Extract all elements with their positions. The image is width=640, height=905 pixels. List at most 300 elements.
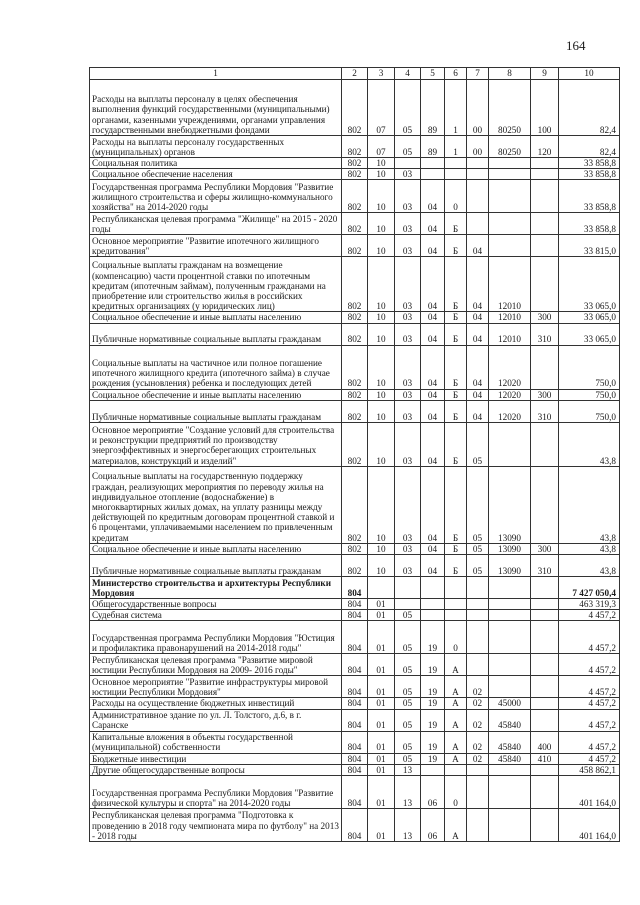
code-cell: 802	[342, 555, 368, 577]
code-cell: 45840	[489, 731, 531, 753]
code-cell	[467, 169, 489, 180]
code-cell: 802	[342, 169, 368, 180]
amount-cell: 82,4	[559, 80, 620, 136]
code-cell: 04	[421, 555, 445, 577]
code-cell	[531, 654, 559, 676]
amount-cell: 401 164,0	[559, 776, 620, 809]
code-cell: 19	[421, 621, 445, 654]
code-cell	[531, 422, 559, 466]
code-cell: 802	[342, 180, 368, 213]
code-cell: 03	[395, 235, 421, 257]
code-cell: 07	[368, 80, 395, 136]
code-cell: 802	[342, 257, 368, 312]
row-name-cell: Государственная программа Республики Мордовия "Развитие жилищного строительства и сферы жилищно-коммунального хозяйства" на 2014-2020 годы	[90, 180, 342, 213]
code-cell: 804	[342, 764, 368, 775]
code-cell: 04	[421, 345, 445, 389]
code-cell: 12020	[489, 345, 531, 389]
amount-cell: 43,8	[559, 466, 620, 543]
code-cell	[467, 654, 489, 676]
amount-cell: 4 457,2	[559, 731, 620, 753]
code-cell: 10	[368, 466, 395, 543]
code-cell: 19	[421, 676, 445, 698]
code-cell: 05	[395, 676, 421, 698]
code-cell: 400	[531, 731, 559, 753]
code-cell: 04	[467, 323, 489, 345]
code-cell: Б	[445, 257, 467, 312]
table-row	[90, 257, 620, 312]
code-cell: 01	[368, 764, 395, 775]
amount-cell: 463 319,3	[559, 599, 620, 610]
code-cell: 804	[342, 610, 368, 621]
code-cell: 802	[342, 345, 368, 389]
code-cell	[531, 776, 559, 809]
amount-cell: 4 457,2	[559, 753, 620, 764]
code-cell: 804	[342, 709, 368, 731]
code-cell	[531, 709, 559, 731]
code-cell: 01	[368, 621, 395, 654]
code-cell: 05	[467, 422, 489, 466]
code-cell: 310	[531, 400, 559, 422]
row-name-cell: Расходы на выплаты персоналу государственных (муниципальных) органов	[90, 136, 342, 158]
table-row	[90, 543, 620, 554]
amount-cell: 750,0	[559, 389, 620, 400]
code-cell: 45840	[489, 709, 531, 731]
code-cell	[489, 676, 531, 698]
code-cell: Б	[445, 323, 467, 345]
row-name-cell: Социальные выплаты на частичное или полное погашение ипотечного жилищного кредита (ипотечного займа) в случае рождения (усыновления) ребенка и последующих детей	[90, 345, 342, 389]
amount-cell: 750,0	[559, 400, 620, 422]
code-cell: Б	[445, 555, 467, 577]
code-cell: 04	[421, 400, 445, 422]
code-cell: 03	[395, 345, 421, 389]
code-cell: 03	[395, 422, 421, 466]
code-cell: 45840	[489, 753, 531, 764]
code-cell: 10	[368, 555, 395, 577]
code-cell: 03	[395, 466, 421, 543]
code-cell: 01	[368, 654, 395, 676]
amount-cell: 7 427 050,4	[559, 577, 620, 599]
code-cell: 05	[395, 654, 421, 676]
amount-cell: 33 858,8	[559, 180, 620, 213]
code-cell: 04	[467, 389, 489, 400]
code-cell: Б	[445, 389, 467, 400]
amount-cell: 33 065,0	[559, 257, 620, 312]
code-cell: Б	[445, 466, 467, 543]
header-cell: 7	[467, 68, 489, 80]
code-cell: 804	[342, 654, 368, 676]
code-cell	[531, 676, 559, 698]
code-cell: 802	[342, 422, 368, 466]
code-cell	[467, 158, 489, 169]
amount-cell: 33 065,0	[559, 323, 620, 345]
table-row	[90, 676, 620, 698]
code-cell: 01	[368, 610, 395, 621]
code-cell: 10	[368, 543, 395, 554]
amount-cell: 33 065,0	[559, 312, 620, 323]
code-cell	[531, 809, 559, 842]
code-cell: Б	[445, 312, 467, 323]
row-name-cell: Капитальные вложения в объекты государственной (муниципальной) собственности	[90, 731, 342, 753]
table-row	[90, 180, 620, 213]
code-cell	[489, 577, 531, 599]
row-name-cell: Республиканская целевая программа "Жилище" на 2015 - 2020 годы	[90, 213, 342, 235]
row-name-cell: Публичные нормативные социальные выплаты гражданам	[90, 400, 342, 422]
code-cell: 80250	[489, 80, 531, 136]
code-cell	[421, 610, 445, 621]
code-cell: 04	[467, 235, 489, 257]
code-cell: 05	[467, 543, 489, 554]
code-cell	[445, 158, 467, 169]
code-cell: 02	[467, 753, 489, 764]
code-cell: 13090	[489, 466, 531, 543]
code-cell	[395, 577, 421, 599]
code-cell: 10	[368, 180, 395, 213]
code-cell: 13090	[489, 555, 531, 577]
amount-cell: 750,0	[559, 345, 620, 389]
code-cell: 19	[421, 698, 445, 709]
code-cell: 19	[421, 731, 445, 753]
page-number: 164	[566, 38, 586, 53]
code-cell: 13090	[489, 543, 531, 554]
table-row	[90, 610, 620, 621]
table-row	[90, 422, 620, 466]
code-cell: А	[445, 731, 467, 753]
code-cell: 1	[445, 80, 467, 136]
table-row	[90, 169, 620, 180]
code-cell: 12020	[489, 389, 531, 400]
header-cell: 10	[559, 68, 620, 80]
code-cell: 10	[368, 345, 395, 389]
code-cell: 04	[421, 389, 445, 400]
code-cell	[531, 577, 559, 599]
amount-cell: 4 457,2	[559, 709, 620, 731]
code-cell: 10	[368, 235, 395, 257]
code-cell: А	[445, 676, 467, 698]
table-row	[90, 136, 620, 158]
code-cell: 06	[421, 776, 445, 809]
row-name-cell: Публичные нормативные социальные выплаты гражданам	[90, 323, 342, 345]
header-cell: 6	[445, 68, 467, 80]
code-cell	[467, 621, 489, 654]
row-name-cell: Республиканская целевая программа "Развитие мировой юстиции Республики Мордовия на 2009- 2016 годы"	[90, 654, 342, 676]
code-cell: 03	[395, 169, 421, 180]
code-cell	[489, 809, 531, 842]
code-cell	[531, 764, 559, 775]
table-row	[90, 764, 620, 775]
header-cell: 9	[531, 68, 559, 80]
code-cell: 05	[395, 731, 421, 753]
code-cell: 05	[395, 753, 421, 764]
code-cell: А	[445, 698, 467, 709]
row-name-cell: Основное мероприятие "Развитие инфраструктуры мировой юстиции Республики Мордовия"	[90, 676, 342, 698]
code-cell: 410	[531, 753, 559, 764]
table-row	[90, 235, 620, 257]
code-cell: 01	[368, 709, 395, 731]
code-cell: 04	[467, 312, 489, 323]
code-cell: 804	[342, 753, 368, 764]
table-row	[90, 709, 620, 731]
code-cell	[467, 809, 489, 842]
table-row	[90, 621, 620, 654]
amount-cell: 33 858,8	[559, 169, 620, 180]
code-cell	[531, 599, 559, 610]
table-row	[90, 654, 620, 676]
code-cell	[531, 213, 559, 235]
code-cell: Б	[445, 213, 467, 235]
table-row	[90, 323, 620, 345]
code-cell: 802	[342, 158, 368, 169]
code-cell: А	[445, 654, 467, 676]
code-cell: 80250	[489, 136, 531, 158]
code-cell	[489, 235, 531, 257]
code-cell: 10	[368, 213, 395, 235]
row-name-cell: Административное здание по ул. Л. Толстого, д.6, в г. Саранске	[90, 709, 342, 731]
code-cell: 05	[467, 555, 489, 577]
code-cell	[421, 764, 445, 775]
code-cell	[531, 698, 559, 709]
code-cell: 03	[395, 312, 421, 323]
code-cell: 01	[368, 676, 395, 698]
table-row	[90, 466, 620, 543]
code-cell	[489, 764, 531, 775]
code-cell: 05	[395, 136, 421, 158]
amount-cell: 43,8	[559, 543, 620, 554]
code-cell: 19	[421, 654, 445, 676]
code-cell: 05	[395, 621, 421, 654]
code-cell: 04	[421, 466, 445, 543]
code-cell: 12010	[489, 257, 531, 312]
code-cell	[467, 180, 489, 213]
amount-cell: 4 457,2	[559, 676, 620, 698]
code-cell: 802	[342, 136, 368, 158]
code-cell	[531, 257, 559, 312]
code-cell: 300	[531, 312, 559, 323]
code-cell: 89	[421, 80, 445, 136]
code-cell: 10	[368, 312, 395, 323]
table-row	[90, 345, 620, 389]
row-name-cell: Государственная программа Республики Мордовия "Развитие физической культуры и спорта" на 2014-2020 годы	[90, 776, 342, 809]
code-cell: 802	[342, 323, 368, 345]
table-row	[90, 731, 620, 753]
code-cell	[467, 599, 489, 610]
table-row	[90, 776, 620, 809]
code-cell: А	[445, 709, 467, 731]
code-cell: 04	[467, 400, 489, 422]
code-cell: 05	[395, 610, 421, 621]
code-cell: 06	[421, 809, 445, 842]
code-cell: 03	[395, 400, 421, 422]
row-name-cell: Расходы на выплаты персоналу в целях обеспечения выполнения функций государственными (муниципальными) органами, казенными учреждениями, органами управления государственными внебюджетными фондами	[90, 80, 342, 136]
code-cell: 05	[395, 709, 421, 731]
code-cell: 300	[531, 389, 559, 400]
table-row	[90, 698, 620, 709]
code-cell: 0	[445, 776, 467, 809]
code-cell: Б	[445, 400, 467, 422]
row-name-cell: Социальное обеспечение и иные выплаты населению	[90, 389, 342, 400]
code-cell: 45000	[489, 698, 531, 709]
code-cell: 802	[342, 400, 368, 422]
code-cell: 12020	[489, 400, 531, 422]
amount-cell: 4 457,2	[559, 698, 620, 709]
code-cell: 0	[445, 621, 467, 654]
code-cell: 13	[395, 809, 421, 842]
code-cell: 04	[421, 543, 445, 554]
code-cell: 03	[395, 257, 421, 312]
code-cell	[467, 610, 489, 621]
code-cell: 1	[445, 136, 467, 158]
row-name-cell: Публичные нормативные социальные выплаты гражданам	[90, 555, 342, 577]
code-cell	[489, 776, 531, 809]
code-cell: 300	[531, 543, 559, 554]
header-cell: 8	[489, 68, 531, 80]
code-cell: 804	[342, 577, 368, 599]
code-cell: 10	[368, 257, 395, 312]
code-cell: 120	[531, 136, 559, 158]
row-name-cell: Социальные выплаты гражданам на возмещение (компенсацию) части процентной ставки по ипотечным кредитам (ипотечным займам), полученным гражданами на приобретение или строительство жилья в российских кредитных организациях (у юридических лиц)	[90, 257, 342, 312]
code-cell: 12010	[489, 312, 531, 323]
code-cell: 802	[342, 312, 368, 323]
code-cell: 01	[368, 753, 395, 764]
row-name-cell: Основное мероприятие "Создание условий для строительства и реконструкции предприятий по производству энергоэффективных и энергосберегающих строительных материалов, конструкций и изделий"	[90, 422, 342, 466]
code-cell: 02	[467, 676, 489, 698]
table-row	[90, 80, 620, 136]
code-cell: 10	[368, 389, 395, 400]
code-cell	[445, 764, 467, 775]
code-cell	[489, 599, 531, 610]
code-cell: Б	[445, 543, 467, 554]
code-cell: А	[445, 753, 467, 764]
amount-cell: 4 457,2	[559, 621, 620, 654]
row-name-cell: Республиканская целевая программа "Подготовка к проведению в 2018 году чемпионата мира по футболу" на 2013 - 2018 годы	[90, 809, 342, 842]
header-cell: 1	[90, 68, 342, 80]
code-cell	[489, 621, 531, 654]
row-name-cell: Общегосударственные вопросы	[90, 599, 342, 610]
table-row	[90, 753, 620, 764]
row-name-cell: Социальная политика	[90, 158, 342, 169]
code-cell: 0	[445, 180, 467, 213]
code-cell: 12010	[489, 323, 531, 345]
row-name-cell: Государственная программа Республики Мордовия "Юстиция и профилактика правонарушений на 2014-2018 годы"	[90, 621, 342, 654]
code-cell	[531, 610, 559, 621]
code-cell: Б	[445, 345, 467, 389]
code-cell	[531, 180, 559, 213]
header-cell: 5	[421, 68, 445, 80]
row-name-cell: Социальное обеспечение населения	[90, 169, 342, 180]
amount-cell: 33 858,8	[559, 158, 620, 169]
amount-cell: 43,8	[559, 555, 620, 577]
table-header-row	[90, 68, 620, 80]
code-cell: 19	[421, 753, 445, 764]
row-name-cell: Социальное обеспечение и иные выплаты населению	[90, 543, 342, 554]
code-cell	[421, 158, 445, 169]
code-cell	[421, 599, 445, 610]
code-cell: 89	[421, 136, 445, 158]
code-cell: 04	[421, 422, 445, 466]
code-cell: 802	[342, 543, 368, 554]
code-cell	[368, 577, 395, 599]
amount-cell: 401 164,0	[559, 809, 620, 842]
code-cell	[395, 158, 421, 169]
code-cell: А	[445, 809, 467, 842]
code-cell: 04	[421, 323, 445, 345]
code-cell: 802	[342, 389, 368, 400]
code-cell: 03	[395, 389, 421, 400]
code-cell	[421, 577, 445, 599]
code-cell: 19	[421, 709, 445, 731]
budget-table	[89, 67, 620, 842]
code-cell: 10	[368, 400, 395, 422]
code-cell	[445, 577, 467, 599]
code-cell	[489, 180, 531, 213]
code-cell: 03	[395, 180, 421, 213]
row-name-cell: Судебная система	[90, 610, 342, 621]
code-cell: 310	[531, 323, 559, 345]
amount-cell: 4 457,2	[559, 610, 620, 621]
code-cell: 804	[342, 676, 368, 698]
amount-cell: 82,4	[559, 136, 620, 158]
code-cell	[531, 158, 559, 169]
code-cell: 13	[395, 764, 421, 775]
code-cell: 804	[342, 698, 368, 709]
code-cell: 804	[342, 731, 368, 753]
code-cell: 03	[395, 543, 421, 554]
code-cell	[489, 158, 531, 169]
code-cell: 04	[467, 257, 489, 312]
code-cell: 02	[467, 709, 489, 731]
amount-cell: 43,8	[559, 422, 620, 466]
code-cell	[445, 610, 467, 621]
code-cell	[489, 610, 531, 621]
code-cell: 804	[342, 809, 368, 842]
code-cell: 802	[342, 466, 368, 543]
code-cell	[445, 599, 467, 610]
code-cell: 04	[421, 213, 445, 235]
row-name-cell: Расходы на осуществление бюджетных инвестиций	[90, 698, 342, 709]
code-cell: 01	[368, 809, 395, 842]
row-name-cell: Бюджетные инвестиции	[90, 753, 342, 764]
code-cell: 802	[342, 80, 368, 136]
row-name-cell: Министерство строительства и архитектуры Республики Мордовия	[90, 577, 342, 599]
code-cell	[467, 764, 489, 775]
code-cell	[531, 466, 559, 543]
header-cell: 4	[395, 68, 421, 80]
header-cell: 3	[368, 68, 395, 80]
code-cell: 04	[421, 235, 445, 257]
code-cell	[489, 654, 531, 676]
code-cell	[395, 599, 421, 610]
code-cell: 04	[467, 345, 489, 389]
code-cell	[467, 776, 489, 809]
code-cell	[489, 422, 531, 466]
code-cell: 01	[368, 698, 395, 709]
code-cell: 03	[395, 323, 421, 345]
table-row	[90, 555, 620, 577]
code-cell: 02	[467, 698, 489, 709]
row-name-cell: Социальное обеспечение и иные выплаты населению	[90, 312, 342, 323]
code-cell: 05	[395, 698, 421, 709]
code-cell: 04	[421, 312, 445, 323]
code-cell: 802	[342, 235, 368, 257]
amount-cell: 458 862,1	[559, 764, 620, 775]
code-cell: 07	[368, 136, 395, 158]
code-cell: 804	[342, 776, 368, 809]
row-name-cell: Другие общегосударственные вопросы	[90, 764, 342, 775]
code-cell: 03	[395, 555, 421, 577]
code-cell: 100	[531, 80, 559, 136]
header-cell: 2	[342, 68, 368, 80]
code-cell: 10	[368, 169, 395, 180]
code-cell: 802	[342, 213, 368, 235]
